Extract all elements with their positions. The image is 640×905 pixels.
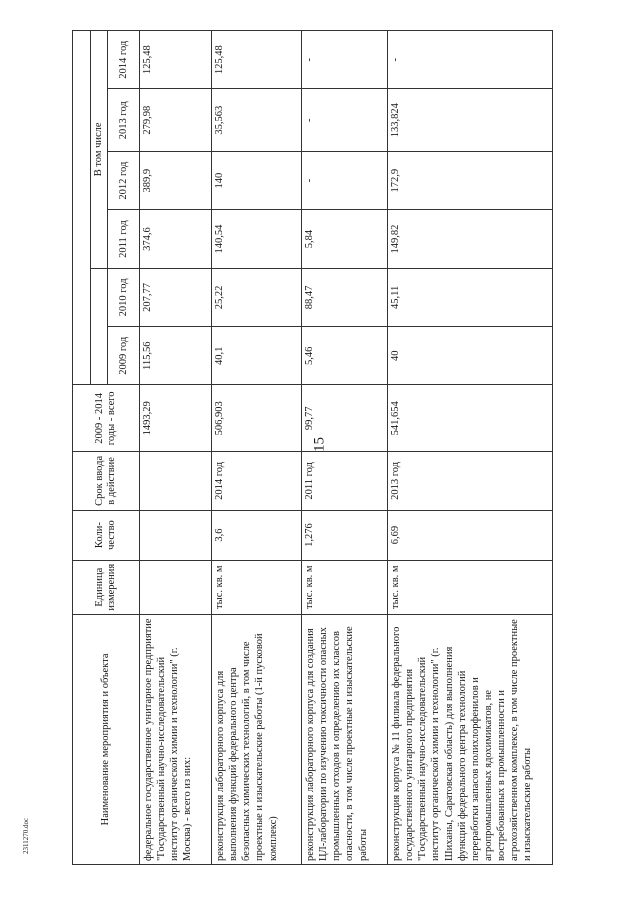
table-row	[388, 31, 553, 865]
table-row	[140, 31, 212, 865]
cell-name: реконструкция лабораторного корпуса для создания ЦЛ-лаборатории по изучению токсичности опасных промышленных отходов и определению их классов опасности, в том числе проектные и изыскательские работы	[302, 614, 388, 864]
cell-year: 88,47	[302, 268, 388, 326]
header-unit: Единица измерения	[73, 560, 140, 614]
cell-year: 115,56	[140, 327, 212, 385]
header-row-1	[73, 31, 91, 865]
footer-filename: 2311270.doc	[22, 817, 30, 854]
cell-name: федеральное государственное унитарное предприятие "Государственный научно-исследовательский институт органической химии и технологии" (г. Москва) - всего из них:	[140, 614, 212, 864]
cell-year: 25,22	[212, 268, 302, 326]
cell-year: 279,98	[140, 89, 212, 152]
cell-year: 149,82	[388, 210, 553, 268]
header-year: 2009 год	[108, 327, 140, 385]
cell-year: 125,48	[212, 31, 302, 89]
cell-name: реконструкция лабораторного корпуса для выполнения функций федерального центра безопасных химических технологий, в том числе проектные и изыскательские работы (1-й пусковой комплекс)	[212, 614, 302, 864]
cell-year: 207,77	[140, 268, 212, 326]
cell-year: 40,1	[212, 327, 302, 385]
cell-year: 5,84	[302, 210, 388, 268]
cell-unit: тыс. кв. м	[388, 560, 553, 614]
cell-year: 35,563	[212, 89, 302, 152]
cell-total: 99,77	[302, 385, 388, 452]
page-number: 15	[311, 437, 328, 452]
cell-total: 506,903	[212, 385, 302, 452]
cell-total: 541,654	[388, 385, 553, 452]
cell-year: -	[388, 31, 553, 89]
program-table	[72, 30, 553, 865]
header-gap	[91, 268, 108, 385]
cell-qty: 6,69	[388, 510, 553, 560]
cell-year: 45,11	[388, 268, 553, 326]
cell-year: 172,9	[388, 151, 553, 209]
header-year: 2013 год	[108, 89, 140, 152]
cell-year: 389,9	[140, 151, 212, 209]
header-name: Наименование мероприятия и объекта	[73, 614, 140, 864]
cell-year: 133,824	[388, 89, 553, 152]
cell-year: 125,48	[140, 31, 212, 89]
header-total: 2009 - 2014 годы - всего	[73, 385, 140, 452]
cell-unit	[140, 560, 212, 614]
header-year: 2011 год	[108, 210, 140, 268]
cell-year: 40	[388, 327, 553, 385]
header-year: 2012 год	[108, 151, 140, 209]
header-year: 2014 год	[108, 31, 140, 89]
cell-name: реконструкция корпуса № 11 филиала федерального государственного унитарного предприятия "Государственный научно-исследовательский институт органической химии и технологии" (г. Шиханы, Саратовская область) для выполнения функций федерального центра технологий переработки запасов полихлорфенилов и агропромышленных ядохимикатов, не востребованных в промышленности и агрохозяйственном комплексе, в том числе проектные и изыскательские работы	[388, 614, 553, 864]
cell-year: 5,46	[302, 327, 388, 385]
table-row	[212, 31, 302, 865]
cell-year: 140,54	[212, 210, 302, 268]
cell-total: 1493,29	[140, 385, 212, 452]
rotated-table-container	[72, 30, 607, 865]
cell-qty: 3,6	[212, 510, 302, 560]
cell-year: 140	[212, 151, 302, 209]
header-blank	[73, 31, 91, 385]
cell-term: 2014 год	[212, 452, 302, 510]
header-qty: Коли-чество	[73, 510, 140, 560]
cell-term: 2011 год	[302, 452, 388, 510]
cell-year: -	[302, 151, 388, 209]
header-term: Срок ввода в действие	[73, 452, 140, 510]
header-year: 2010 год	[108, 268, 140, 326]
cell-qty: 1,276	[302, 510, 388, 560]
table-row	[302, 31, 388, 865]
cell-term	[140, 452, 212, 510]
cell-unit: тыс. кв. м	[212, 560, 302, 614]
cell-year: -	[302, 89, 388, 152]
cell-qty	[140, 510, 212, 560]
cell-year: 374,6	[140, 210, 212, 268]
cell-term: 2013 год	[388, 452, 553, 510]
header-in-that: В том числе	[91, 31, 108, 269]
cell-unit: тыс. кв. м	[302, 560, 388, 614]
cell-year: -	[302, 31, 388, 89]
